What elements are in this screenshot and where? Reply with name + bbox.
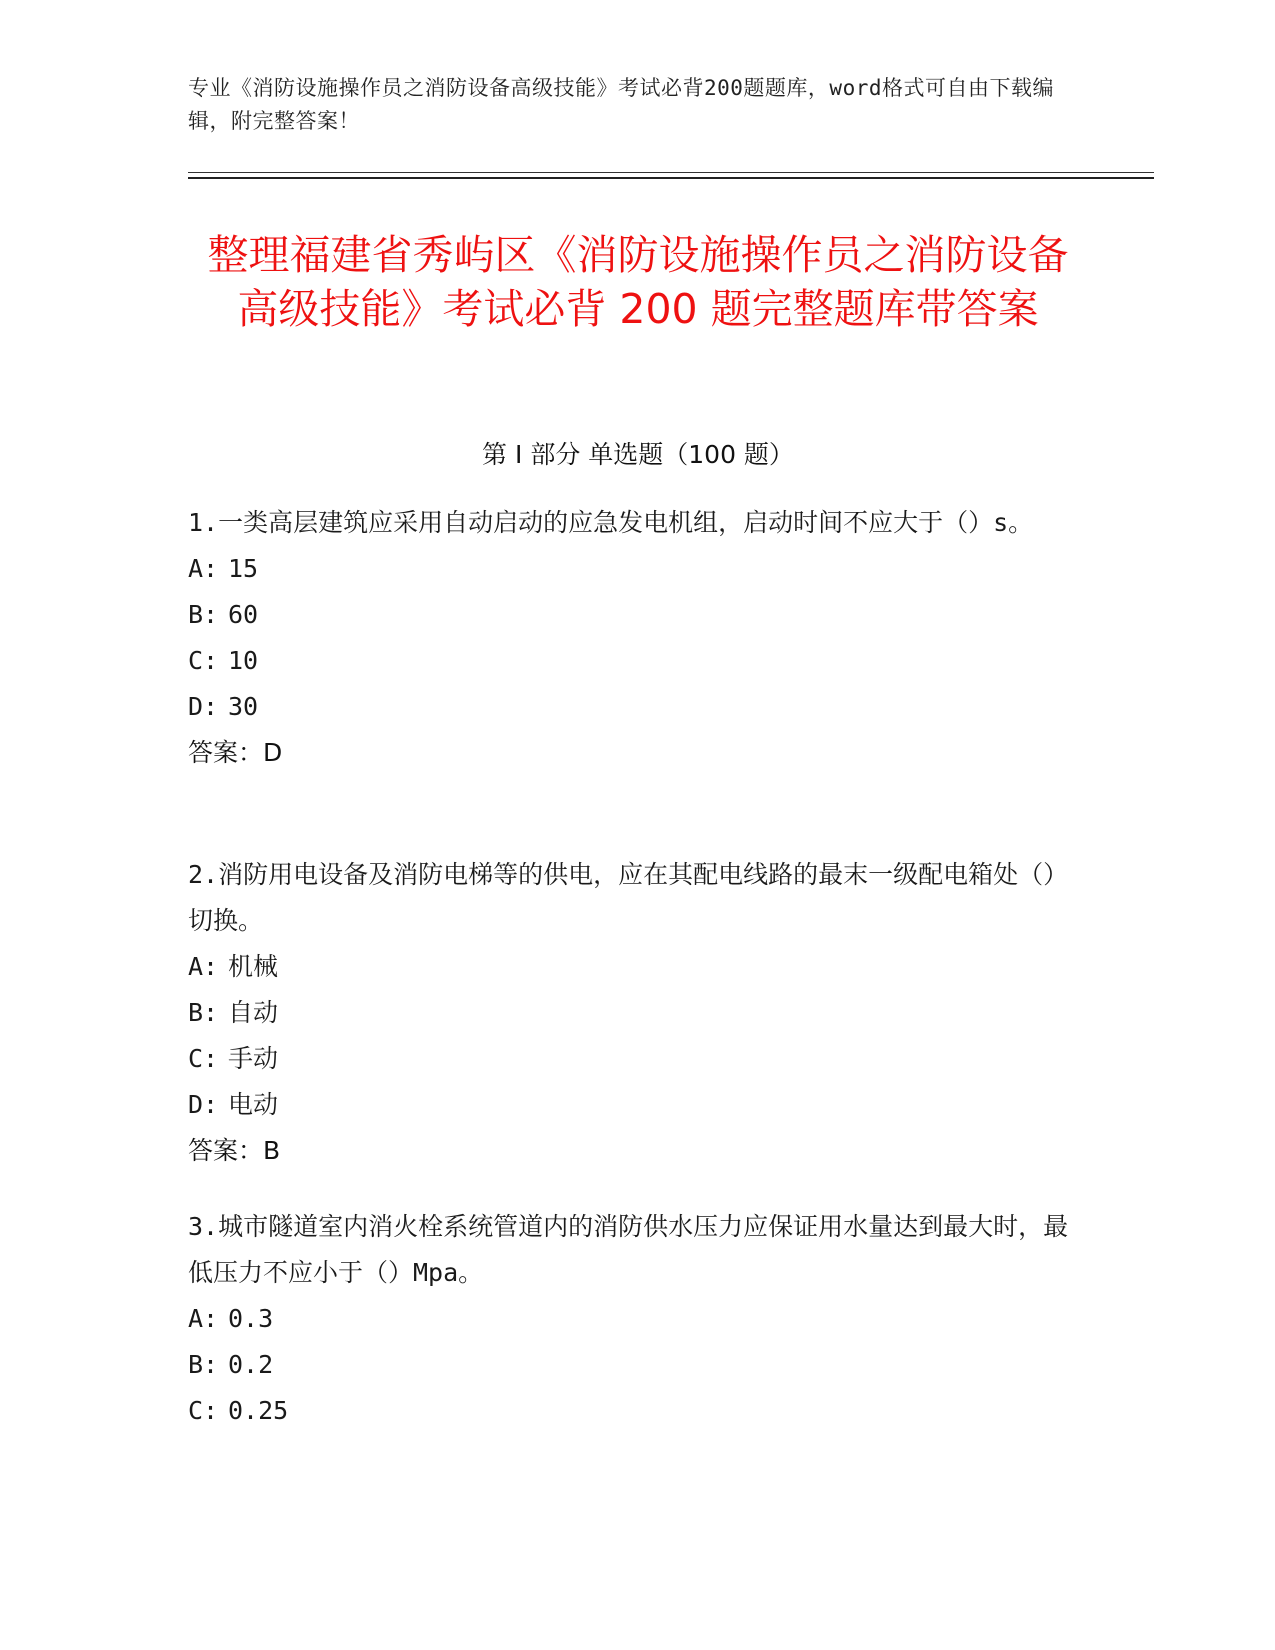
option-key: C:	[188, 1044, 219, 1073]
document-title: 整理福建省秀屿区《消防设施操作员之消防设备高级技能》考试必背 200 题完整题库带答案	[207, 231, 1069, 333]
option-c	[188, 1388, 1088, 1434]
option-text: 0.25	[228, 1396, 289, 1425]
option-text: 电动	[228, 1090, 279, 1119]
option-b	[188, 592, 1088, 638]
header-note: 专业《消防设施操作员之消防设备高级技能》考试必背200题题库，word格式可自由下载编辑，附完整答案！	[188, 76, 1054, 133]
option-c	[188, 1036, 1088, 1082]
option-key: B:	[188, 600, 219, 629]
question-stem: 2.消防用电设备及消防电梯等的供电，应在其配电线路的最末一级配电箱处（）切换。	[188, 860, 1069, 935]
option-text: 30	[228, 692, 259, 721]
option-key: A:	[188, 1304, 219, 1333]
section-heading: 第 I 部分 单选题（100 题）	[482, 440, 794, 469]
option-key: C:	[188, 646, 219, 675]
option-key: B:	[188, 998, 219, 1027]
option-a	[188, 944, 1088, 990]
option-text: 15	[228, 554, 259, 583]
question-stem: 1.一类高层建筑应采用自动启动的应急发电机组，启动时间不应大于（）s。	[188, 508, 1034, 537]
option-a	[188, 1296, 1088, 1342]
option-a	[188, 546, 1088, 592]
option-key: D:	[188, 692, 219, 721]
option-d	[188, 1082, 1088, 1128]
question-stem: 3.城市隧道室内消火栓系统管道内的消防供水压力应保证用水量达到最大时，最低压力不应小于（）Mpa。	[188, 1212, 1069, 1287]
option-key: D:	[188, 1090, 219, 1119]
option-text: 0.3	[228, 1304, 274, 1333]
option-text: 10	[228, 646, 259, 675]
header-divider-thick	[188, 177, 1154, 179]
option-key: B:	[188, 1350, 219, 1379]
option-key: A:	[188, 952, 219, 981]
option-d	[188, 684, 1088, 730]
question-2	[188, 852, 1088, 1174]
option-text: 自动	[228, 998, 279, 1027]
option-b	[188, 1342, 1088, 1388]
option-c	[188, 638, 1088, 684]
question-1	[188, 500, 1088, 776]
option-key: C:	[188, 1396, 219, 1425]
option-text: 机械	[228, 952, 279, 981]
option-key: A:	[188, 554, 219, 583]
header-divider-thin	[188, 172, 1154, 173]
option-text: 60	[228, 600, 259, 629]
question-3	[188, 1204, 1088, 1434]
answer-line: 答案：D	[188, 738, 283, 767]
option-text: 手动	[228, 1044, 279, 1073]
option-text: 0.2	[228, 1350, 274, 1379]
option-b	[188, 990, 1088, 1036]
answer-line: 答案：B	[188, 1136, 281, 1165]
